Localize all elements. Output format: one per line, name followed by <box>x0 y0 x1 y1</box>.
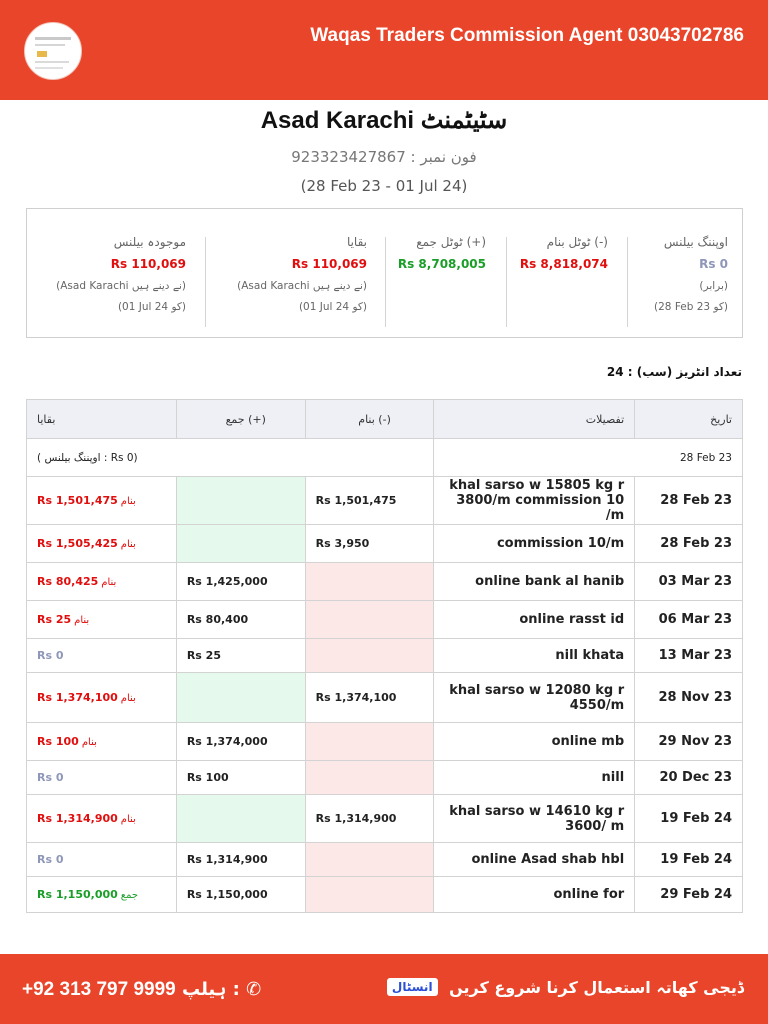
balance-value: Rs 1,505,425 <box>37 537 118 550</box>
table-row[interactable] <box>27 477 743 525</box>
row-date: 29 Nov 23 <box>635 723 743 761</box>
phone-number: فون نمبر : 923323427867 <box>291 148 477 166</box>
header-debit: بنام (-) <box>305 400 434 439</box>
summary-value: Rs 110,069 <box>291 257 367 271</box>
row-credit <box>176 795 305 843</box>
row-date: 28 Feb 23 <box>635 477 743 525</box>
divider <box>627 237 628 327</box>
row-credit <box>176 525 305 563</box>
balance-tag: جمع <box>120 890 139 901</box>
summary-sub: (28 Feb 23 کو) <box>654 301 728 313</box>
table-row[interactable] <box>27 563 743 601</box>
divider <box>205 237 206 327</box>
summary-card <box>26 208 743 338</box>
balance-tag: بنام <box>74 615 90 626</box>
balance-value: Rs 0 <box>37 853 64 866</box>
row-date: 13 Mar 23 <box>635 639 743 673</box>
header-title: Waqas Traders Commission Agent 03043702786 <box>310 25 744 46</box>
row-date: 19 Feb 24 <box>635 795 743 843</box>
balance-value: Rs 1,150,000 <box>37 888 118 901</box>
row-debit <box>305 723 434 761</box>
date-range: (28 Feb 23 - 01 Jul 24) <box>300 177 468 195</box>
header-credit: جمع (+) <box>176 400 305 439</box>
balance-value: Rs 100 <box>37 735 79 748</box>
row-debit <box>305 877 434 913</box>
balance-tag: بنام <box>120 496 136 507</box>
balance-value: Rs 1,314,900 <box>37 812 118 825</box>
table-row[interactable] <box>27 877 743 913</box>
balance-value: Rs 25 <box>37 613 72 626</box>
summary-balance <box>237 235 367 313</box>
row-balance <box>27 795 177 843</box>
row-balance <box>27 563 177 601</box>
entries-count: تعداد انٹریز (سب) : 24 <box>606 365 742 379</box>
table-row[interactable] <box>27 795 743 843</box>
summary-value: Rs 110,069 <box>110 257 186 271</box>
summary-sub: (01 Jul 24 کو) <box>298 301 367 313</box>
table-row[interactable] <box>27 723 743 761</box>
summary-value: Rs 8,708,005 <box>397 257 486 271</box>
balance-value: Rs 1,374,100 <box>37 691 118 704</box>
row-debit: Rs 3,950 <box>305 525 434 563</box>
table-header-row <box>27 400 743 439</box>
summary-label: موجودہ بیلنس <box>113 235 186 249</box>
row-date: 29 Feb 24 <box>635 877 743 913</box>
row-credit: Rs 1,425,000 <box>176 563 305 601</box>
statement-title: Asad Karachi سٹیٹمنٹ <box>260 107 508 134</box>
row-credit: Rs 1,150,000 <box>176 877 305 913</box>
help-line[interactable] <box>22 979 261 1001</box>
summary-total-credit <box>398 235 486 271</box>
balance-value: Rs 0 <box>37 649 64 662</box>
opening-balance-date: 28 Feb 23 <box>434 439 743 477</box>
row-balance <box>27 673 177 723</box>
header-details: تفصیلات <box>434 400 635 439</box>
row-debit <box>305 601 434 639</box>
row-details: online Asad shab hbl <box>434 843 635 877</box>
row-credit: Rs 100 <box>176 761 305 795</box>
summary-current-balance <box>56 235 186 313</box>
row-date: 28 Feb 23 <box>635 525 743 563</box>
summary-sub: (01 Jul 24 کو) <box>117 301 186 313</box>
balance-tag: بنام <box>120 539 136 550</box>
balance-tag: بنام <box>120 693 136 704</box>
summary-value: Rs 0 <box>699 257 728 271</box>
row-details: online mb <box>434 723 635 761</box>
table-row[interactable] <box>27 673 743 723</box>
summary-value: Rs 8,818,074 <box>519 257 608 271</box>
divider <box>506 237 507 327</box>
row-balance <box>27 761 177 795</box>
row-details: nill khata <box>434 639 635 673</box>
summary-label: بقایا <box>346 235 367 249</box>
help-label: ہیلپ : <box>182 979 240 1000</box>
balance-value: Rs 80,425 <box>37 575 99 588</box>
row-details: online for <box>434 877 635 913</box>
row-details: khal sarso w 14610 kg r 3600/ m <box>434 795 635 843</box>
balance-tag: بنام <box>81 737 97 748</box>
summary-total-debit <box>520 235 608 271</box>
row-credit: Rs 80,400 <box>176 601 305 639</box>
promo-text: ڈیجی کھاتہ استعمال کرنا شروع کریں <box>449 978 744 997</box>
footer-bar <box>0 954 768 1024</box>
row-details: online bank al hanib <box>434 563 635 601</box>
summary-label: ٹوٹل جمع (+) <box>416 235 486 249</box>
row-date: 03 Mar 23 <box>635 563 743 601</box>
summary-sub: (Asad Karachi نے دینے ہیں) <box>237 280 367 292</box>
table-row[interactable] <box>27 761 743 795</box>
divider <box>385 237 386 327</box>
summary-label: اوپننگ بیلنس <box>663 235 728 249</box>
balance-tag: بنام <box>101 577 117 588</box>
balance-tag: بنام <box>120 814 136 825</box>
summary-sub: (Asad Karachi نے دینے ہیں) <box>56 280 186 292</box>
install-button[interactable]: انسٹال <box>387 978 438 996</box>
row-details: nill <box>434 761 635 795</box>
balance-value: Rs 0 <box>37 771 64 784</box>
summary-opening-balance <box>654 235 728 313</box>
table-row[interactable] <box>27 601 743 639</box>
row-debit <box>305 639 434 673</box>
row-balance <box>27 639 177 673</box>
row-credit: Rs 1,314,900 <box>176 843 305 877</box>
row-balance <box>27 843 177 877</box>
row-date: 19 Feb 24 <box>635 843 743 877</box>
table-row[interactable] <box>27 843 743 877</box>
row-debit: Rs 1,314,900 <box>305 795 434 843</box>
row-balance <box>27 477 177 525</box>
table-row[interactable] <box>27 639 743 673</box>
row-credit <box>176 673 305 723</box>
row-balance <box>27 877 177 913</box>
summary-label: ٹوٹل بنام (-) <box>546 235 608 249</box>
row-balance <box>27 601 177 639</box>
row-credit: Rs 1,374,000 <box>176 723 305 761</box>
company-logo <box>24 22 82 80</box>
row-balance <box>27 723 177 761</box>
row-debit <box>305 761 434 795</box>
table-row[interactable] <box>27 525 743 563</box>
opening-balance-row <box>27 439 743 477</box>
help-number[interactable]: +92 313 797 9999 <box>22 979 176 1000</box>
row-details: online rasst id <box>434 601 635 639</box>
row-details: khal sarso w 12080 kg r 4550/m <box>434 673 635 723</box>
promo-line <box>387 978 744 997</box>
summary-sub: (برابر) <box>699 280 728 292</box>
row-debit <box>305 563 434 601</box>
row-debit: Rs 1,374,100 <box>305 673 434 723</box>
header-date: تاریخ <box>635 400 743 439</box>
row-date: 20 Dec 23 <box>635 761 743 795</box>
row-details: khal sarso w 15805 kg r 3800/m commission 10 /m <box>434 477 635 525</box>
header-balance: بقایا <box>27 400 177 439</box>
row-debit: Rs 1,501,475 <box>305 477 434 525</box>
ledger-table <box>26 399 743 913</box>
header-bar <box>0 0 768 100</box>
row-credit: Rs 25 <box>176 639 305 673</box>
row-details: commission 10/m <box>434 525 635 563</box>
row-date: 06 Mar 23 <box>635 601 743 639</box>
row-debit <box>305 843 434 877</box>
phone-icon: ✆ <box>246 979 262 1000</box>
balance-value: Rs 1,501,475 <box>37 494 118 507</box>
opening-balance-label: ( اوپننگ بیلنس : Rs 0) <box>27 439 434 477</box>
row-credit <box>176 477 305 525</box>
row-balance <box>27 525 177 563</box>
row-date: 28 Nov 23 <box>635 673 743 723</box>
